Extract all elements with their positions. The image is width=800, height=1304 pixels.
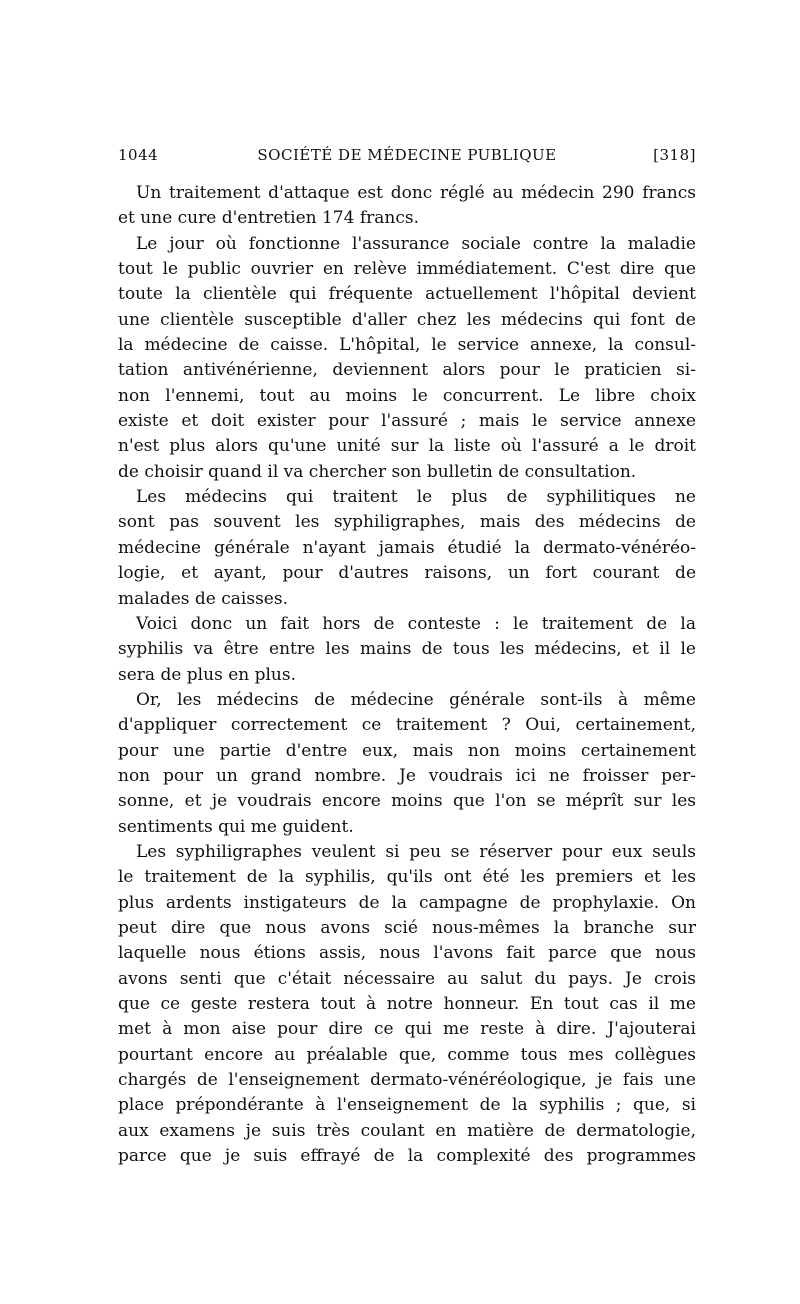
text-line: Or, les médecins de médecine générale sont-ils à même xyxy=(136,689,696,710)
text-line: sont pas souvent les syphiligraphes, mais des médecins de xyxy=(118,512,696,533)
text-line: non pour un grand nombre. Je voudrais ici ne froisser per- xyxy=(118,765,696,786)
text-line: Un traitement d'attaque est donc réglé au médecin 290 francs xyxy=(136,183,696,203)
text-line: médecine générale n'ayant jamais étudié la dermato-vénéréo- xyxy=(118,537,696,558)
text-line: n'est plus alors qu'une unité sur la liste où l'assuré a le droit xyxy=(118,436,696,457)
text-line: sera de plus en plus. xyxy=(118,664,297,685)
text-line: logie, et ayant, pour d'autres raisons, un fort courant de xyxy=(118,563,696,584)
text-line: peut dire que nous avons scié nous-mêmes la branche sur xyxy=(118,917,696,938)
page-number: 1044 xyxy=(118,146,159,164)
text-line: une clientèle susceptible d'aller chez les médecins qui font de xyxy=(118,309,696,330)
text-line: chargés de l'enseignement dermato-vénéréologique, je fais une xyxy=(118,1070,696,1091)
text-line: pourtant encore au préalable que, comme tous mes collègues xyxy=(118,1044,696,1065)
text-line: le traitement de la syphilis, qu'ils ont été les premiers et les xyxy=(118,867,696,888)
text-line: aux examens je suis très coulant en matière de dermatologie, xyxy=(118,1120,696,1141)
text-line: malades de caisses. xyxy=(118,588,288,609)
text-line: Le jour où fonctionne l'assurance sociale contre la maladie xyxy=(136,233,696,254)
text-line: tout le public ouvrier en relève immédiatement. C'est dire que xyxy=(118,259,696,280)
text-line: pour une partie d'entre eux, mais non moins certainement xyxy=(118,740,696,761)
text-line: avons senti que c'était nécessaire au salut du pays. Je crois xyxy=(118,968,696,989)
text-line: sonne, et je voudrais encore moins que l'on se méprît sur les xyxy=(118,791,696,812)
section-reference: [318] xyxy=(653,146,696,164)
text-line: non l'ennemi, tout au moins le concurrent. Le libre choix xyxy=(118,385,696,406)
text-line: Les syphiligraphes veulent si peu se réserver pour eux seuls xyxy=(136,841,696,862)
text-line: place prépondérante à l'enseignement de la syphilis ; que, si xyxy=(118,1095,696,1116)
text-line: met à mon aise pour dire ce qui me reste à dire. J'ajouterai xyxy=(118,1019,696,1040)
running-title: SOCIÉTÉ DE MÉDECINE PUBLIQUE xyxy=(257,146,557,164)
text-line: que ce geste restera tout à notre honneur. En tout cas il me xyxy=(118,994,696,1014)
text-line: laquelle nous étions assis, nous l'avons fait parce que nous xyxy=(118,943,696,964)
text-line: sentiments qui me guident. xyxy=(118,816,354,837)
running-header xyxy=(118,146,696,170)
text-line: et une cure d'entretien 174 francs. xyxy=(118,208,419,229)
body-text xyxy=(118,181,696,1169)
text-line: de choisir quand il va chercher son bulletin de consultation. xyxy=(118,461,637,482)
text-line: tation antivénérienne, deviennent alors pour le praticien si- xyxy=(118,360,696,381)
text-line: toute la clientèle qui fréquente actuellement l'hôpital devient xyxy=(118,284,696,305)
text-line: syphilis va être entre les mains de tous les médecins, et il le xyxy=(118,639,696,660)
text-line: plus ardents instigateurs de la campagne de prophylaxie. On xyxy=(118,892,696,913)
text-line: Les médecins qui traitent le plus de syphilitiques ne xyxy=(136,487,696,508)
text-line: la médecine de caisse. L'hôpital, le service annexe, la consul- xyxy=(118,335,696,356)
text-line: existe et doit exister pour l'assuré ; mais le service annexe xyxy=(118,411,696,432)
text-line: parce que je suis effrayé de la complexité des programmes xyxy=(118,1146,696,1167)
text-line: d'appliquer correctement ce traitement ? Oui, certainement, xyxy=(118,715,696,736)
text-line: Voici donc un fait hors de conteste : le traitement de la xyxy=(136,613,696,634)
